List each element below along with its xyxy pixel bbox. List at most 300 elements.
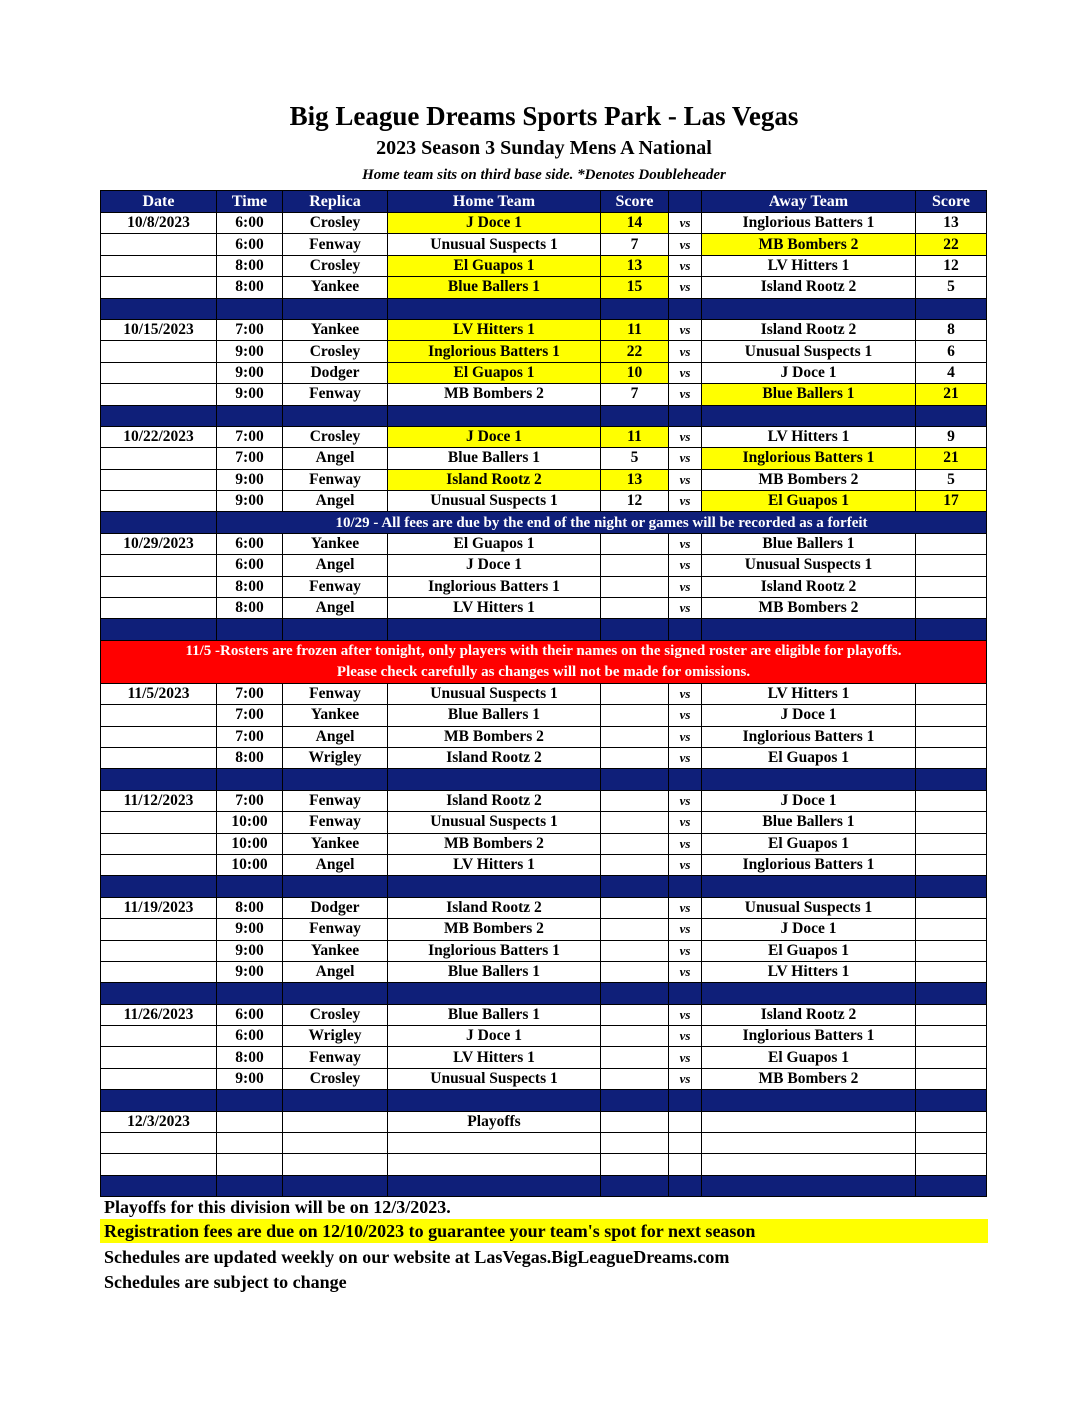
vs-label: vs (669, 234, 702, 255)
col-header-vs (669, 191, 702, 213)
separator-cell (916, 1090, 987, 1111)
game-time: 9:00 (217, 1068, 283, 1089)
table-row (101, 833, 987, 854)
home-score: 11 (601, 426, 669, 447)
vs-label: vs (669, 426, 702, 447)
home-score (601, 683, 669, 704)
week-separator-row (101, 405, 987, 426)
vs-label: vs (669, 726, 702, 747)
home-score (601, 833, 669, 854)
empty-cell (283, 1111, 388, 1132)
away-score: 9 (916, 426, 987, 447)
table-row (101, 812, 987, 833)
home-team: LV Hitters 1 (388, 319, 601, 340)
game-replica-field: Angel (283, 854, 388, 875)
col-header-date: Date (101, 191, 217, 213)
home-score (601, 1004, 669, 1025)
game-replica-field: Yankee (283, 705, 388, 726)
game-time: 7:00 (217, 448, 283, 469)
game-date: 10/15/2023 (101, 319, 217, 340)
vs-label: vs (669, 1068, 702, 1089)
table-row (101, 362, 987, 383)
game-date (101, 919, 217, 940)
game-time: 9:00 (217, 491, 283, 512)
game-replica-field: Fenway (283, 812, 388, 833)
table-row (101, 448, 987, 469)
vs-label: vs (669, 491, 702, 512)
separator-cell (702, 1090, 916, 1111)
separator-cell (217, 298, 283, 319)
separator-cell (217, 983, 283, 1004)
game-replica-field: Yankee (283, 533, 388, 554)
separator-cell (217, 1175, 283, 1196)
home-score (601, 555, 669, 576)
home-team: J Doce 1 (388, 555, 601, 576)
away-team: Inglorious Batters 1 (702, 726, 916, 747)
week-separator-row (101, 619, 987, 640)
vs-label: vs (669, 1026, 702, 1047)
separator-cell (601, 619, 669, 640)
home-score (601, 790, 669, 811)
separator-cell (601, 1175, 669, 1196)
away-team: J Doce 1 (702, 705, 916, 726)
away-team: J Doce 1 (702, 919, 916, 940)
week-separator-row (101, 876, 987, 897)
table-row (101, 1004, 987, 1025)
away-score (916, 1047, 987, 1068)
away-team: Island Rootz 2 (702, 576, 916, 597)
separator-cell (101, 769, 217, 790)
game-replica-field: Crosley (283, 1068, 388, 1089)
table-row (101, 598, 987, 619)
game-date: 11/5/2023 (101, 683, 217, 704)
home-score (601, 576, 669, 597)
away-team: El Guapos 1 (702, 747, 916, 768)
game-replica-field: Dodger (283, 897, 388, 918)
game-replica-field: Angel (283, 448, 388, 469)
footer-website-note: Schedules are updated weekly on our website at LasVegas.BigLeagueDreams.com (104, 1247, 730, 1267)
home-score (601, 726, 669, 747)
fee-notice-row (101, 512, 987, 533)
game-date (101, 833, 217, 854)
empty-cell (283, 1154, 388, 1175)
game-date (101, 341, 217, 362)
separator-cell (601, 983, 669, 1004)
table-row (101, 426, 987, 447)
game-replica-field: Yankee (283, 319, 388, 340)
game-date (101, 854, 217, 875)
home-score (601, 961, 669, 982)
away-score (916, 598, 987, 619)
game-date (101, 255, 217, 276)
separator-cell (601, 769, 669, 790)
vs-label: vs (669, 341, 702, 362)
game-date (101, 555, 217, 576)
away-score (916, 747, 987, 768)
away-score: 21 (916, 384, 987, 405)
separator-cell (702, 876, 916, 897)
schedule-note: Home team sits on third base side. *Denotes Doubleheader (362, 167, 726, 183)
playoff-row (101, 1111, 987, 1132)
away-team: Unusual Suspects 1 (702, 341, 916, 362)
empty-cell (702, 1111, 916, 1132)
home-team: LV Hitters 1 (388, 854, 601, 875)
blank-row (101, 1154, 987, 1175)
game-replica-field: Crosley (283, 341, 388, 362)
vs-label: vs (669, 705, 702, 726)
game-time: 8:00 (217, 598, 283, 619)
table-row (101, 726, 987, 747)
separator-cell (702, 769, 916, 790)
home-team: Blue Ballers 1 (388, 277, 601, 298)
home-team: Blue Ballers 1 (388, 448, 601, 469)
col-header-away-team: Away Team (702, 191, 916, 213)
separator-cell (669, 983, 702, 1004)
vs-label: vs (669, 598, 702, 619)
separator-cell (283, 983, 388, 1004)
home-team: Unusual Suspects 1 (388, 491, 601, 512)
empty-cell (101, 1154, 217, 1175)
home-score (601, 1068, 669, 1089)
table-row (101, 1068, 987, 1089)
game-replica-field: Fenway (283, 919, 388, 940)
table-row (101, 384, 987, 405)
separator-cell (388, 1090, 601, 1111)
home-team: Island Rootz 2 (388, 790, 601, 811)
away-score: 5 (916, 277, 987, 298)
home-score: 12 (601, 491, 669, 512)
table-row (101, 255, 987, 276)
away-score (916, 683, 987, 704)
game-replica-field: Angel (283, 555, 388, 576)
vs-label: vs (669, 1047, 702, 1068)
away-team: Blue Ballers 1 (702, 812, 916, 833)
home-score (601, 897, 669, 918)
home-score (601, 919, 669, 940)
game-replica-field: Angel (283, 491, 388, 512)
away-team: Inglorious Batters 1 (702, 213, 916, 234)
home-team: Blue Ballers 1 (388, 1004, 601, 1025)
game-replica-field: Fenway (283, 1047, 388, 1068)
away-score (916, 576, 987, 597)
game-replica-field: Crosley (283, 1004, 388, 1025)
game-date (101, 491, 217, 512)
home-score (601, 812, 669, 833)
home-score (601, 1026, 669, 1047)
fee-notice-text: 10/29 - All fees are due by the end of the night or games will be recorded as a forfeit (217, 512, 987, 533)
separator-cell (916, 876, 987, 897)
separator-cell (702, 298, 916, 319)
away-score (916, 555, 987, 576)
game-date (101, 961, 217, 982)
separator-cell (101, 298, 217, 319)
game-replica-field: Wrigley (283, 747, 388, 768)
away-team: El Guapos 1 (702, 491, 916, 512)
vs-label: vs (669, 854, 702, 875)
away-team: LV Hitters 1 (702, 255, 916, 276)
game-replica-field: Angel (283, 726, 388, 747)
vs-label: vs (669, 1004, 702, 1025)
game-time: 8:00 (217, 576, 283, 597)
away-team: El Guapos 1 (702, 940, 916, 961)
col-header-home-team: Home Team (388, 191, 601, 213)
game-time: 6:00 (217, 234, 283, 255)
roster-alert-line2: Please check carefully as changes will not be made for omissions. (336, 663, 751, 680)
away-team: LV Hitters 1 (702, 961, 916, 982)
away-score (916, 854, 987, 875)
empty-cell (601, 1133, 669, 1154)
game-date (101, 940, 217, 961)
separator-cell (669, 619, 702, 640)
home-score (601, 705, 669, 726)
away-team: LV Hitters 1 (702, 426, 916, 447)
home-team: El Guapos 1 (388, 362, 601, 383)
week-separator-row (101, 1175, 987, 1196)
away-team: MB Bombers 2 (702, 469, 916, 490)
away-score: 5 (916, 469, 987, 490)
empty-cell (217, 1133, 283, 1154)
separator-cell (388, 769, 601, 790)
home-team: Unusual Suspects 1 (388, 1068, 601, 1089)
away-team: MB Bombers 2 (702, 598, 916, 619)
separator-cell (601, 298, 669, 319)
away-team: MB Bombers 2 (702, 234, 916, 255)
away-score (916, 790, 987, 811)
game-time: 7:00 (217, 319, 283, 340)
separator-cell (101, 619, 217, 640)
table-row (101, 1047, 987, 1068)
away-score (916, 961, 987, 982)
notice-cell (101, 512, 217, 533)
game-replica-field: Fenway (283, 469, 388, 490)
home-team: MB Bombers 2 (388, 726, 601, 747)
separator-cell (101, 876, 217, 897)
separator-cell (669, 769, 702, 790)
week-separator-row (101, 298, 987, 319)
separator-cell (283, 1090, 388, 1111)
vs-label: vs (669, 683, 702, 704)
schedule-body (101, 191, 987, 1197)
separator-cell (101, 405, 217, 426)
home-team: LV Hitters 1 (388, 598, 601, 619)
away-team: J Doce 1 (702, 362, 916, 383)
game-replica-field: Crosley (283, 426, 388, 447)
game-replica-field: Crosley (283, 213, 388, 234)
away-score (916, 812, 987, 833)
separator-cell (101, 983, 217, 1004)
vs-label: vs (669, 790, 702, 811)
separator-cell (601, 876, 669, 897)
table-row (101, 555, 987, 576)
home-score: 7 (601, 384, 669, 405)
empty-cell (388, 1133, 601, 1154)
home-team: J Doce 1 (388, 213, 601, 234)
game-time: 7:00 (217, 726, 283, 747)
separator-cell (669, 298, 702, 319)
separator-cell (669, 1175, 702, 1196)
vs-label: vs (669, 576, 702, 597)
table-row (101, 234, 987, 255)
game-date (101, 1068, 217, 1089)
game-replica-field: Angel (283, 598, 388, 619)
away-score (916, 726, 987, 747)
game-time: 10:00 (217, 812, 283, 833)
game-time: 6:00 (217, 1004, 283, 1025)
game-date: 10/8/2023 (101, 213, 217, 234)
game-time: 7:00 (217, 705, 283, 726)
home-score (601, 854, 669, 875)
game-time: 9:00 (217, 961, 283, 982)
away-score: 22 (916, 234, 987, 255)
home-score (601, 747, 669, 768)
home-score: 13 (601, 469, 669, 490)
away-team: Unusual Suspects 1 (702, 897, 916, 918)
game-time: 6:00 (217, 213, 283, 234)
away-score: 4 (916, 362, 987, 383)
home-team: MB Bombers 2 (388, 833, 601, 854)
home-team: Inglorious Batters 1 (388, 576, 601, 597)
roster-alert-line1: 11/5 -Rosters are frozen after tonight, only players with their names on the signed roster are eligible for playoffs. (185, 642, 902, 659)
vs-label: vs (669, 255, 702, 276)
game-time: 9:00 (217, 341, 283, 362)
separator-cell (101, 1175, 217, 1196)
separator-cell (283, 405, 388, 426)
away-score: 12 (916, 255, 987, 276)
col-header-time: Time (217, 191, 283, 213)
home-team: Unusual Suspects 1 (388, 683, 601, 704)
separator-cell (916, 298, 987, 319)
home-team: Island Rootz 2 (388, 469, 601, 490)
away-team: J Doce 1 (702, 790, 916, 811)
home-score: 15 (601, 277, 669, 298)
game-date: 11/26/2023 (101, 1004, 217, 1025)
game-time: 6:00 (217, 1026, 283, 1047)
home-team: Unusual Suspects 1 (388, 812, 601, 833)
separator-cell (283, 298, 388, 319)
empty-cell (101, 1133, 217, 1154)
table-row (101, 576, 987, 597)
game-time: 8:00 (217, 747, 283, 768)
home-team: J Doce 1 (388, 1026, 601, 1047)
game-replica-field: Wrigley (283, 1026, 388, 1047)
away-team: Island Rootz 2 (702, 319, 916, 340)
separator-cell (702, 619, 916, 640)
home-score: 10 (601, 362, 669, 383)
home-score: 11 (601, 319, 669, 340)
away-score (916, 1026, 987, 1047)
away-score (916, 533, 987, 554)
home-team: Unusual Suspects 1 (388, 234, 601, 255)
vs-label: vs (669, 448, 702, 469)
table-row (101, 940, 987, 961)
game-date: 11/12/2023 (101, 790, 217, 811)
away-team: Island Rootz 2 (702, 1004, 916, 1025)
table-row (101, 961, 987, 982)
table-header-row (101, 191, 987, 213)
game-time: 7:00 (217, 426, 283, 447)
separator-cell (601, 405, 669, 426)
table-row (101, 683, 987, 704)
separator-cell (283, 1175, 388, 1196)
separator-cell (388, 619, 601, 640)
game-replica-field: Fenway (283, 576, 388, 597)
game-time: 10:00 (217, 854, 283, 875)
separator-cell (601, 1090, 669, 1111)
separator-cell (283, 876, 388, 897)
away-team: Unusual Suspects 1 (702, 555, 916, 576)
separator-cell (702, 983, 916, 1004)
game-date (101, 1026, 217, 1047)
home-score (601, 598, 669, 619)
game-date (101, 384, 217, 405)
col-header-away-score: Score (916, 191, 987, 213)
empty-cell (916, 1111, 987, 1132)
game-time: 10:00 (217, 833, 283, 854)
game-date (101, 234, 217, 255)
game-date (101, 726, 217, 747)
game-date (101, 1047, 217, 1068)
separator-cell (702, 405, 916, 426)
game-date (101, 812, 217, 833)
away-team: El Guapos 1 (702, 833, 916, 854)
away-score (916, 833, 987, 854)
game-time: 6:00 (217, 533, 283, 554)
table-row (101, 897, 987, 918)
game-date (101, 576, 217, 597)
vs-label: vs (669, 555, 702, 576)
vs-label: vs (669, 812, 702, 833)
away-score: 21 (916, 448, 987, 469)
separator-cell (388, 1175, 601, 1196)
separator-cell (388, 405, 601, 426)
game-time: 8:00 (217, 277, 283, 298)
game-date (101, 448, 217, 469)
empty-cell (388, 1154, 601, 1175)
vs-label: vs (669, 362, 702, 383)
vs-label: vs (669, 277, 702, 298)
away-score (916, 705, 987, 726)
separator-cell (916, 983, 987, 1004)
table-row (101, 1026, 987, 1047)
game-time: 7:00 (217, 790, 283, 811)
separator-cell (388, 983, 601, 1004)
table-row (101, 747, 987, 768)
game-time: 7:00 (217, 683, 283, 704)
vs-label: vs (669, 961, 702, 982)
week-separator-row (101, 983, 987, 1004)
game-date (101, 277, 217, 298)
away-team: Inglorious Batters 1 (702, 448, 916, 469)
empty-cell (669, 1133, 702, 1154)
separator-cell (283, 619, 388, 640)
roster-alert-row (101, 640, 987, 683)
separator-cell (217, 1090, 283, 1111)
separator-cell (916, 769, 987, 790)
empty-cell (601, 1154, 669, 1175)
table-row (101, 277, 987, 298)
table-row (101, 919, 987, 940)
week-separator-row (101, 769, 987, 790)
separator-cell (916, 1175, 987, 1196)
game-time: 9:00 (217, 469, 283, 490)
schedule-table (100, 190, 987, 1197)
page-subtitle: 2023 Season 3 Sunday Mens A National (376, 137, 712, 159)
game-time: 8:00 (217, 897, 283, 918)
vs-label: vs (669, 533, 702, 554)
empty-cell (916, 1133, 987, 1154)
separator-cell (916, 619, 987, 640)
away-score: 17 (916, 491, 987, 512)
